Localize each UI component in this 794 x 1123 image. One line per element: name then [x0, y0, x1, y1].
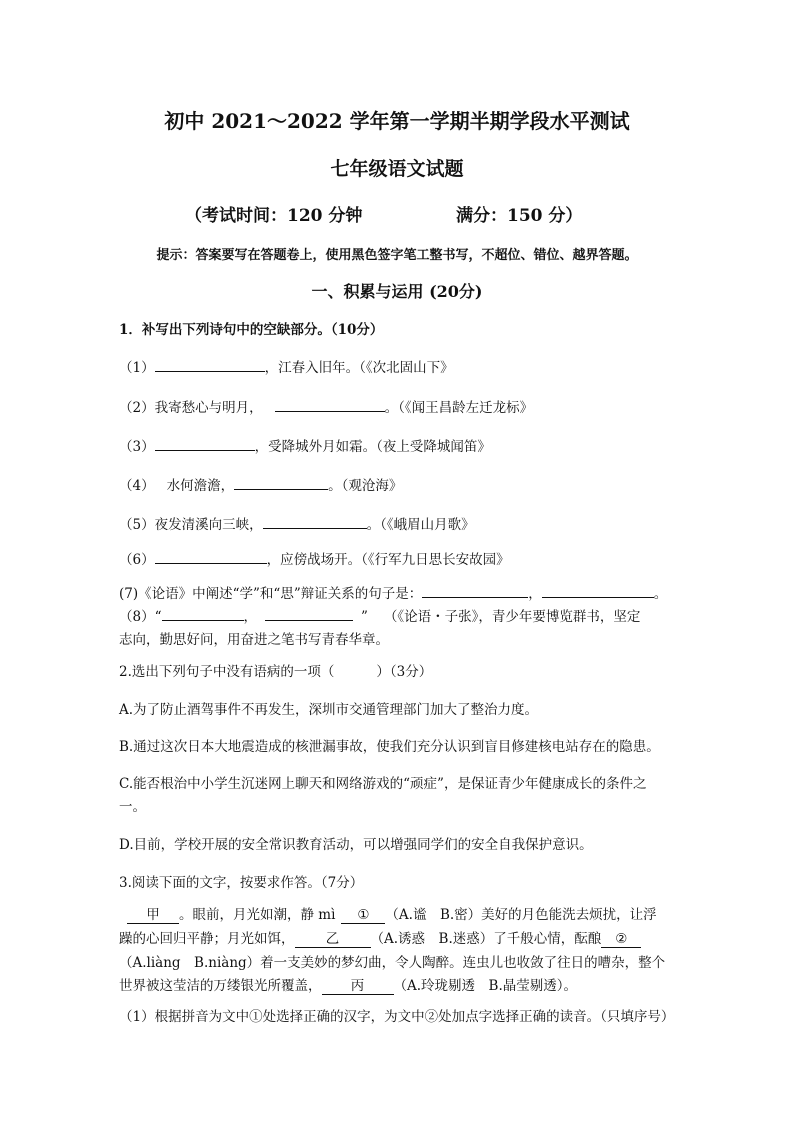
item-number: （2） — [119, 400, 155, 416]
item-text: 我寄愁心与明月， — [154, 400, 263, 416]
question-2-prompt — [119, 662, 432, 682]
item-text: ，受降城外月如霜。（夜上受降城闻笛》 — [254, 439, 491, 455]
prompt-end: ）（3分） — [376, 664, 433, 680]
item-text: 。（《闻王昌龄左迁龙标》 — [384, 400, 534, 416]
item-text: （《论语・子张》，青少年要博览群书，坚定 — [383, 609, 641, 625]
answer-blank[interactable] — [542, 583, 654, 598]
q1-item-3 — [119, 436, 491, 457]
q1-item-2 — [119, 397, 533, 418]
q1-item-8-line2: 志向，勤思好问，用奋进之笔书写青春华章。 — [119, 632, 389, 648]
blank-yi[interactable]: 乙 — [295, 931, 371, 948]
item-text: (7)《论语》中阐述“学”和“思”辩证关系的句子是： — [119, 586, 423, 602]
item-number: （4） — [119, 478, 155, 494]
exam-subtitle: 七年级语文试题 — [330, 158, 464, 180]
answer-blank[interactable] — [263, 514, 367, 529]
answer-blank[interactable] — [275, 397, 385, 412]
q2-option-d[interactable]: D.目前，学校开展的安全常识教育活动，可以增强同学们的安全自我保护意识。 — [119, 837, 593, 853]
q3-passage-line-1 — [119, 905, 657, 925]
q2-option-a[interactable]: A.为了防止酒驾事件不再发生，深圳市交通管理部门加大了整治力度。 — [119, 702, 539, 718]
question-3-prompt: 3.阅读下面的文字，按要求作答。（7分） — [119, 875, 364, 891]
item-quote: ” — [361, 609, 368, 625]
item-text: ，应傍战场开。（《行军九日思长安故园》 — [266, 552, 510, 568]
item-text: 。（《峨眉山月歌》 — [366, 517, 475, 533]
answer-blank[interactable] — [265, 606, 353, 621]
question-1-prompt: 1．补写出下列诗句中的空缺部分。（10分） — [119, 322, 384, 338]
q1-item-8 — [119, 606, 640, 627]
full-score: 满分：150 分） — [456, 206, 583, 226]
item-comma: ， — [528, 586, 542, 602]
item-number: （6） — [119, 552, 155, 568]
answer-blank[interactable] — [155, 549, 267, 564]
q1-item-7 — [119, 583, 667, 604]
q3-passage-line-2 — [119, 929, 641, 949]
item-text: ，江春入旧年。（《次北固山下》 — [264, 360, 454, 376]
item-number: （5） — [119, 517, 155, 533]
q2-option-b[interactable]: B.通过这次日本大地震造成的核泄漏事故，使我们充分认识到盲目修建核电站存在的隐患。 — [119, 739, 660, 755]
blank-1[interactable]: ① — [341, 907, 385, 924]
item-comma: ， — [243, 609, 257, 625]
passage-text: （A.玲珑剔透 B.晶莹剔透）。 — [393, 978, 578, 994]
q1-item-5 — [119, 514, 475, 535]
item-number: （3） — [119, 439, 155, 455]
passage-text: 世界被这莹洁的万缕银光所覆盖， — [119, 978, 322, 994]
passage-text: 。眼前，月光如潮，静 mì — [179, 907, 336, 923]
blank-jia[interactable]: 甲 — [127, 907, 179, 924]
section-title: 一、积累与运用 (20分) — [311, 282, 483, 301]
blank-2[interactable]: ② — [601, 931, 641, 948]
answer-blank[interactable] — [155, 436, 255, 451]
q3-passage-line-4 — [119, 976, 577, 996]
q1-item-1 — [119, 357, 454, 378]
answer-blank[interactable] — [234, 475, 328, 490]
exam-title: 初中 2021～2022 学年第一学期半期学段水平测试 — [164, 109, 630, 133]
q1-item-4 — [119, 475, 402, 496]
answer-blank[interactable] — [422, 583, 528, 598]
item-text: 夜发清溪向三峡， — [154, 517, 263, 533]
passage-text: （A.谧 B.密）美好的月色能洗去烦扰，让浮 — [385, 907, 657, 923]
item-end: 。 — [653, 586, 668, 602]
q3-sub-question-1: （1）根据拼音为文中①处选择正确的汉字，为文中②处加点字选择正确的读音。（只填序号） — [119, 1009, 675, 1025]
blank-bing[interactable]: 丙 — [322, 978, 394, 995]
q2-option-c-cont: 一。 — [119, 799, 146, 815]
prompt-text: 2.选出下列句子中没有语病的一项（ — [119, 664, 335, 680]
item-text: （8）“ — [119, 609, 162, 625]
q2-option-c[interactable]: C.能否根治中小学生沉迷网上聊天和网络游戏的“顽症”，是保证青少年健康成长的条件之 — [119, 776, 647, 792]
answer-blank[interactable] — [162, 606, 244, 621]
item-text: 水何澹澹， — [166, 478, 235, 494]
answer-hint: 提示：答案要写在答题卷上，使用黑色签字笔工整书写，不超位、错位、越界答题。 — [156, 248, 638, 263]
passage-text: （A.诱惑 B.迷惑）了千般心情，酝酿 — [370, 931, 602, 947]
answer-blank[interactable] — [155, 357, 265, 372]
item-text: 。（观沧海》 — [328, 478, 403, 494]
q1-item-6 — [119, 549, 510, 570]
exam-time: （考试时间：120 分钟 — [185, 206, 363, 226]
passage-text: 躁的心回归平静；月光如饵， — [119, 931, 295, 947]
item-number: （1） — [119, 360, 155, 376]
q3-passage-line-3: （A.liàng B.niàng）着一支美妙的梦幻曲，令人陶醉。连虫儿也收敛了往日的嘈杂，整个 — [119, 955, 666, 971]
